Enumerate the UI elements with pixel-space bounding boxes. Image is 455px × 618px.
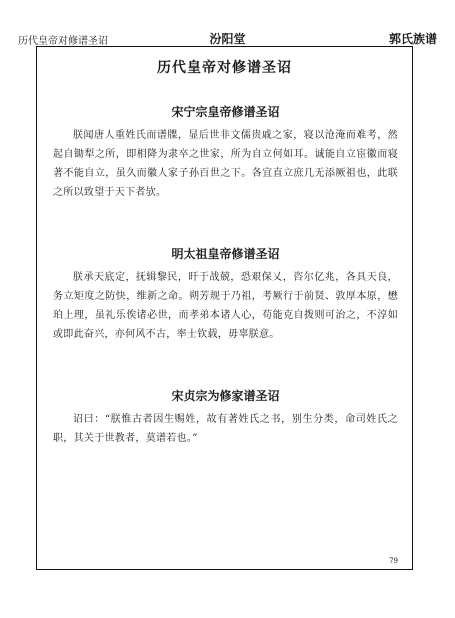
section-title: 明太祖皇帝修谱圣诏 bbox=[171, 247, 280, 261]
page-title: 历代皇帝对修谱圣诏 bbox=[157, 60, 292, 76]
header-hall-name: 汾阳堂 bbox=[209, 32, 246, 46]
section-text: 朕承天底定，抚辑黎民，旰于战兢，恐艰保乂，咨尔亿兆，各具天良，务立矩度之防快，维新之命。朔芳规于乃祖，考厥行于前贤、敦厚本原，懋珀上理，虽礼乐俟诸必世，而孝弟本诸人心，苟能克自拨则可治之，不淳如或即此奋兴，亦何风不古，率士钦载，毋辜朕意。 bbox=[53, 272, 398, 340]
running-header bbox=[14, 30, 441, 46]
section-title: 宋宁宗皇帝修谱圣诏 bbox=[171, 105, 280, 119]
header-book-title: 郭氏族谱 bbox=[388, 32, 437, 46]
section-song-ningzong bbox=[53, 103, 398, 202]
section-title: 宋贞宗为修家谱圣诏 bbox=[171, 389, 280, 403]
page-number: 79 bbox=[389, 557, 398, 565]
content-frame bbox=[36, 46, 413, 570]
section-song-zhenzong bbox=[53, 387, 398, 448]
header-chapter-title: 历代皇帝对修谱圣诏 bbox=[18, 36, 108, 47]
section-text: 诏曰：“朕惟古者因生赐姓，故有著姓氏之书，别生分类，命司姓氏之职，其关于世教者，莫谱若也。” bbox=[53, 414, 398, 444]
section-text: 朕闻唐人重姓氏而谱牒，显后世非文儒贵戚之家，寝以沧淹而难考，然起自锄犁之所，即相降为隶卒之世家，所为自立何如耳。诚能自立宦徽而寝著不能自立，虽久而徽人家子孙百世之下。各宜直立庶几无添厥祖也，此联之所以致望于天下者欤。 bbox=[53, 130, 398, 198]
section-ming-taizu bbox=[53, 245, 398, 344]
